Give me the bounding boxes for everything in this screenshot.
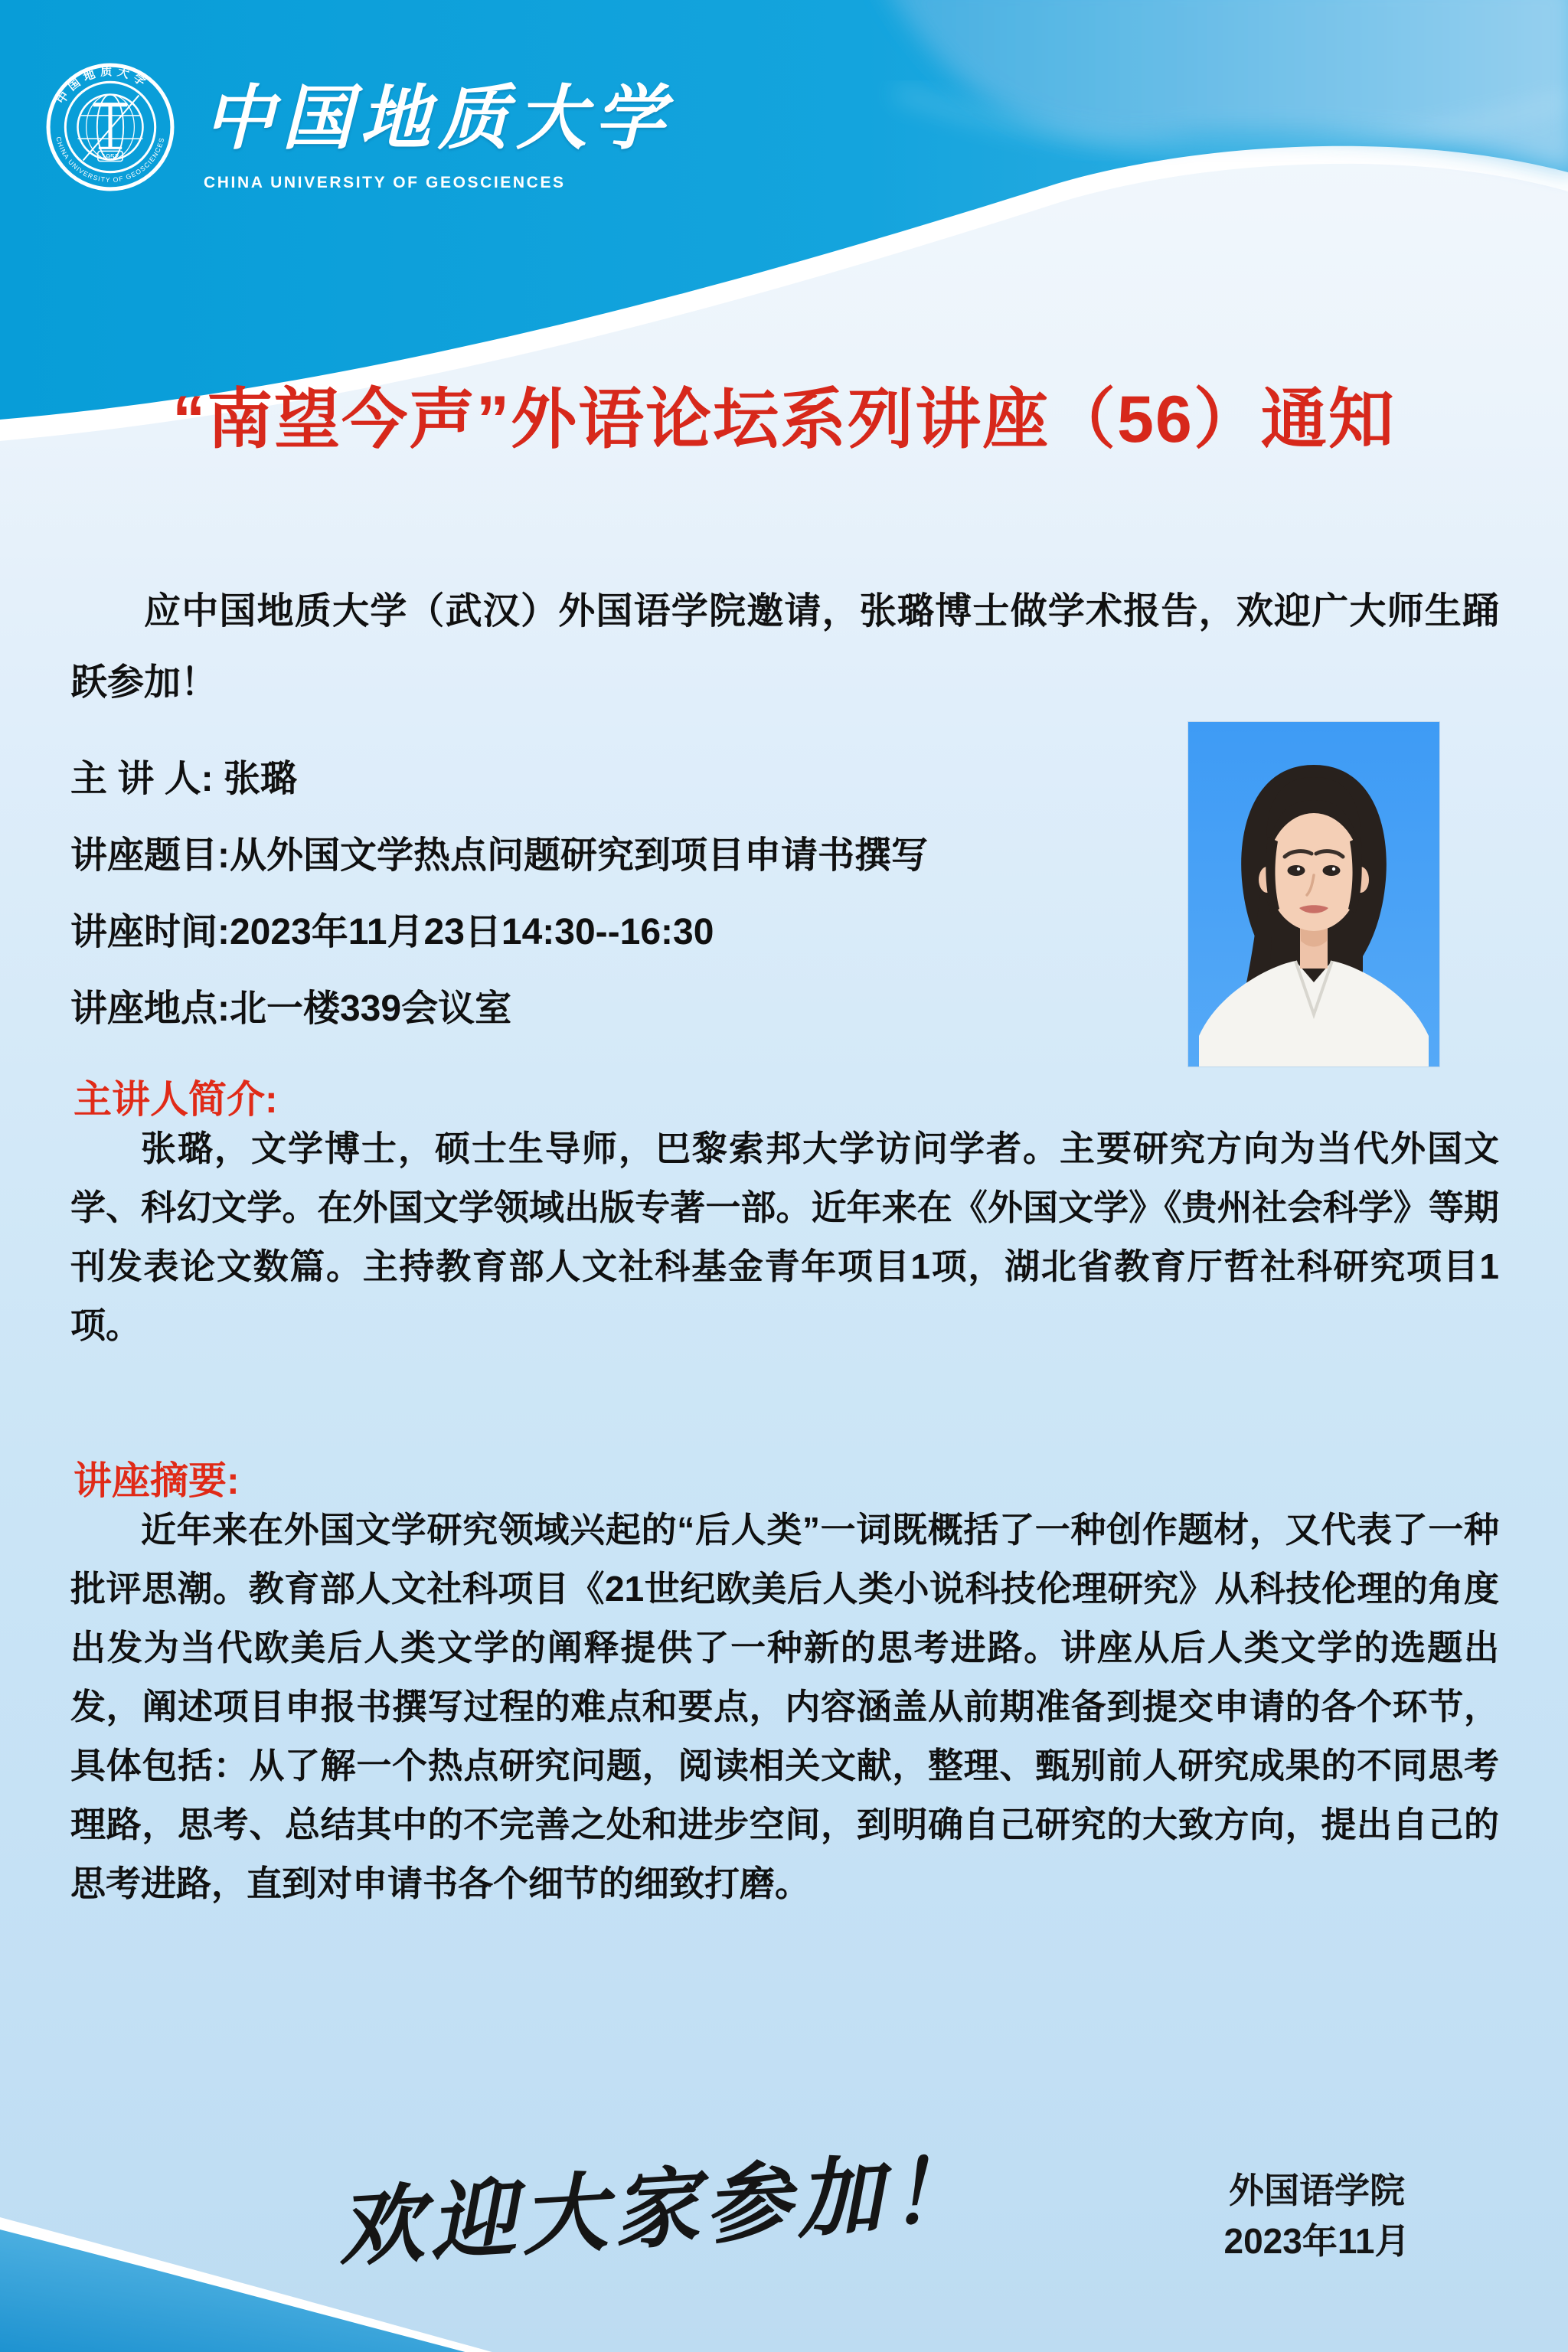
- detail-speaker: 主 讲 人: 张璐: [70, 759, 297, 799]
- university-logo: [44, 61, 672, 193]
- bio-section-heading: 主讲人简介:: [74, 1078, 278, 1121]
- lecture-details: [70, 741, 1173, 1047]
- detail-time: 讲座时间:2023年11月23日14:30--16:30: [70, 912, 714, 952]
- university-name-en: CHINA UNIVERSITY OF GEOSCIENCES: [204, 174, 566, 191]
- university-name-cn: 中国地质大学: [204, 80, 673, 158]
- bottom-wave: [0, 2046, 1568, 2352]
- speaker-portrait: [1188, 722, 1439, 1067]
- intro-paragraph: 应中国地质大学（武汉）外国语学院邀请，张璐博士做学术报告，欢迎广大师生踊跃参加！: [70, 591, 1499, 703]
- detail-topic: 讲座题目:从外国文学热点问题研究到项目申请书撰写: [70, 835, 928, 876]
- welcome-calligraphy: 欢迎大家参加！: [335, 2141, 983, 2277]
- university-name-block: [204, 62, 672, 192]
- footer-date: 2023年11月: [1223, 2221, 1410, 2261]
- bio-paragraph: 张璐，文学博士，硕士生导师，巴黎索邦大学访问学者。主要研究方向为当代外国文学、科幻文学。在外国文学领域出版专著一部。近年来在《外国文学》《贵州社会科学》等期刊发表论文数篇。主持教育部人文社科基金青年项目1项，湖北省教育厅哲社科研究项目1项。: [70, 1129, 1499, 1345]
- seal-year: 1952: [101, 152, 119, 162]
- abstract-section-heading: 讲座摘要:: [74, 1459, 240, 1502]
- detail-location: 讲座地点:北一楼339会议室: [70, 988, 512, 1029]
- poster-title: “南望今声”外语论坛系列讲座（56）通知: [172, 383, 1396, 456]
- seal-ring-en: CHINA UNIVERSITY OF GEOSCIENCES: [54, 136, 166, 184]
- abstract-paragraph: 近年来在外国文学研究领域兴起的“后人类”一词既概括了一种创作题材，又代表了一种批评思潮。教育部人文社科项目《21世纪欧美后人类小说科技伦理研究》从科技伦理的角度出发为当代欧美后人类文学的阐释提供了一种新的思考进路。讲座从后人类文学的选题出发，阐述项目申报书撰写过程的难点和要点，内容涵盖从前期准备到提交申请的各个环节，具体包括：从了解一个热点研究问题，阅读相关文献，整理、甄别前人研究成果的不同思考理路，思考、总结其中的不完善之处和进步空间，到明确自己研究的大致方向，提出自己的思考进路，直到对申请书各个细节的细致打磨。: [70, 1510, 1499, 1903]
- university-seal-icon: [44, 61, 176, 193]
- footer-org: 外国语学院: [1229, 2171, 1405, 2210]
- seal-ring-cn: 中国地质大学: [54, 64, 152, 106]
